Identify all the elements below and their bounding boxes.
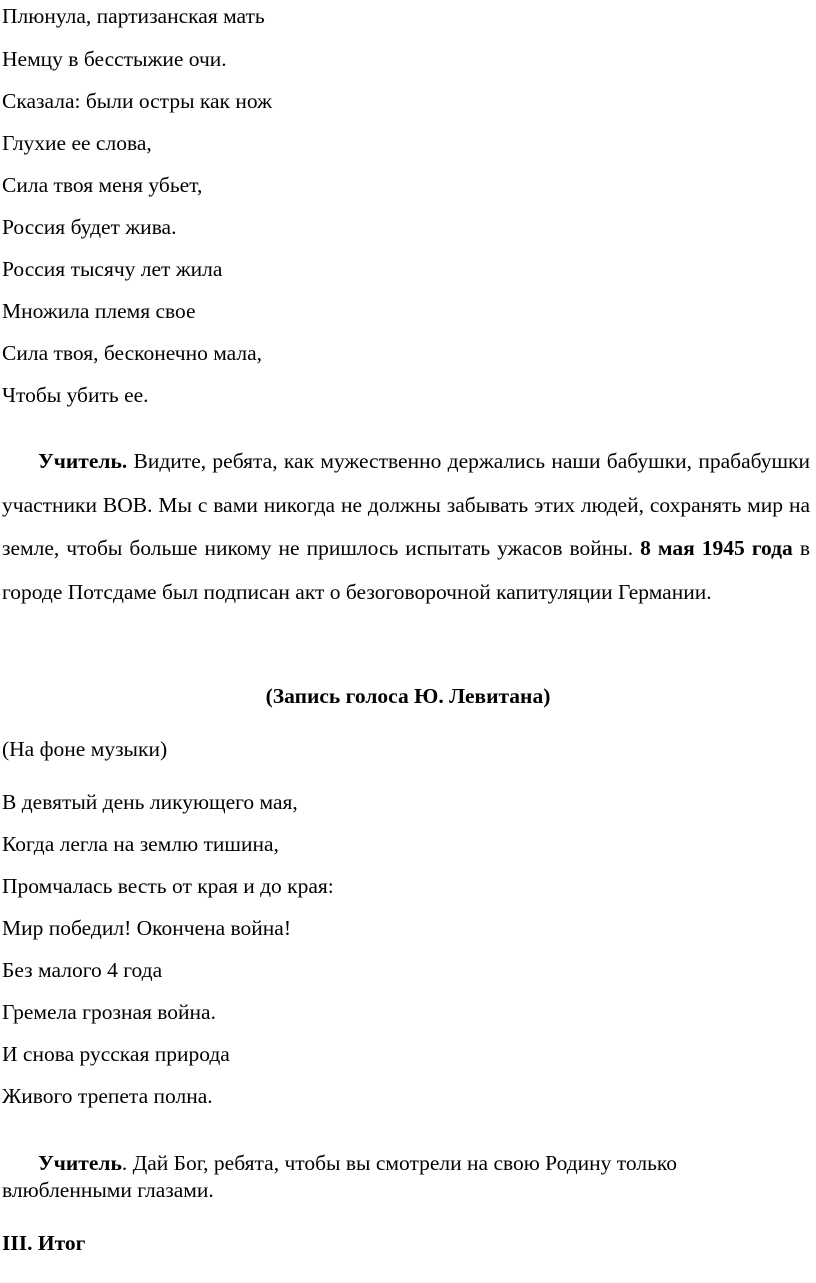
poem-line: Промчалась весть от края и до края: [2, 874, 334, 898]
poem-line: Сказала: были остры как нож [2, 89, 272, 113]
poem-line: Глухие ее слова, [2, 131, 152, 155]
levitan-heading: (Запись голоса Ю. Левитана) [265, 684, 551, 708]
speaker-label: Учитель. [38, 449, 128, 473]
teacher-paragraph-1 [2, 440, 810, 614]
poem-line: В девятый день ликующего мая, [2, 790, 298, 814]
poem-line: Множила племя свое [2, 299, 196, 323]
music-note: (На фоне музыки) [2, 737, 168, 761]
poem-line: Плюнула, партизанская мать [2, 4, 265, 28]
capitulation-date: 8 мая 1945 года [640, 536, 793, 560]
poem-line: Сила твоя меня убьет, [2, 173, 203, 197]
poem-line: Сила твоя, бесконечно мала, [2, 341, 263, 365]
poem-line: Без малого 4 года [2, 958, 163, 982]
paragraph-text: в городе Потсдаме был подписан акт о безоговорочной капитуляции Германии. [2, 536, 810, 604]
poem-line: Россия тысячу лет жила [2, 257, 223, 281]
poem-line: Россия будет жива. [2, 215, 177, 239]
poem-line: Живого трепета полна. [2, 1084, 213, 1108]
poem-line: Чтобы убить ее. [2, 383, 149, 407]
paragraph-text: Видите, ребята, как мужественно держались наши бабушки, прабабушки участники ВОВ. Мы с вами никогда не должны забывать этих людей, сохранять мир на земле, чтобы больше никому не пришлось испытать ужасов войны. [2, 449, 810, 560]
poem-line: Гремела грозная война. [2, 1000, 216, 1024]
paragraph-text: . Дай Бог, ребята, чтобы вы смотрели на свою Родину только влюбленными глазами. [2, 1151, 678, 1202]
section-heading: III. Итог [2, 1231, 86, 1255]
poem-line: Мир победил! Окончена война! [2, 916, 292, 940]
poem-line: Немцу в бесстыжие очи. [2, 47, 227, 71]
speaker-label: Учитель [38, 1151, 122, 1175]
poem-line: Когда легла на землю тишина, [2, 832, 279, 856]
poem-line: И снова русская природа [2, 1042, 230, 1066]
teacher-paragraph-2 [2, 1150, 802, 1204]
